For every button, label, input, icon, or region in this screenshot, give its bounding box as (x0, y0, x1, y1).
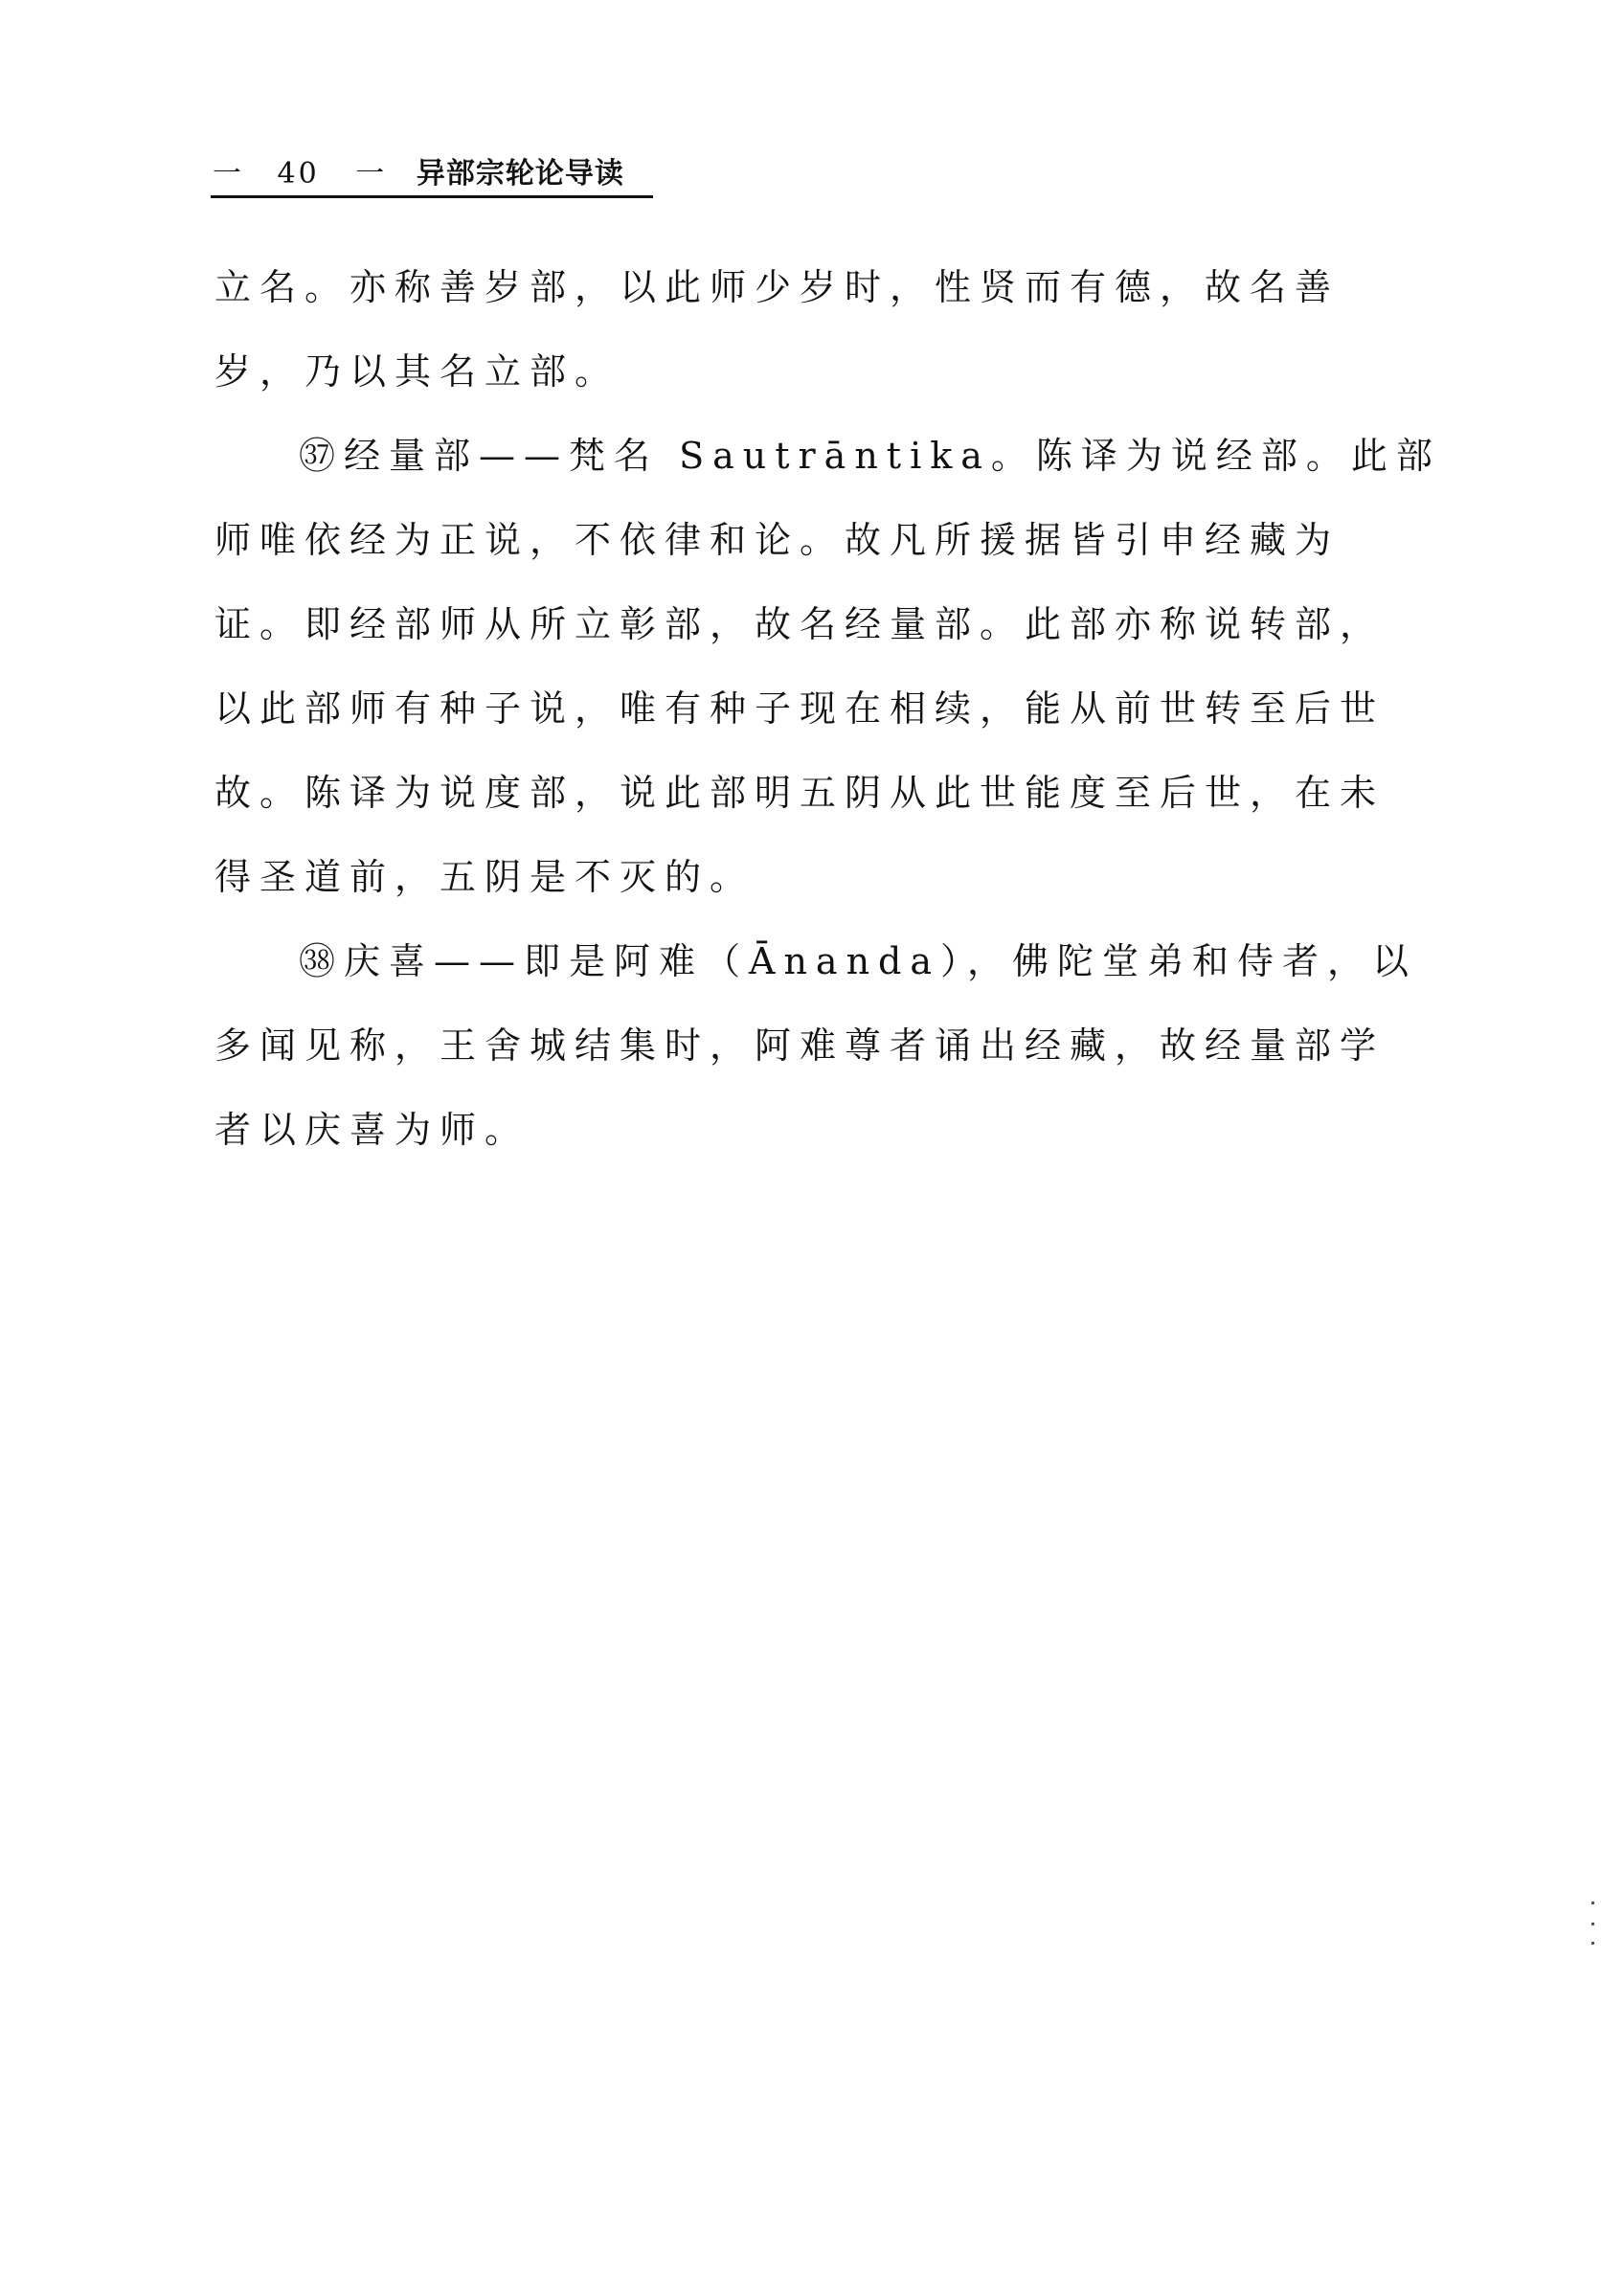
book-title: 异部宗轮论导读 (416, 157, 624, 191)
note-38-ananda (214, 919, 1418, 1172)
text-line: 证。即经部师从所立彰部，故名经量部。此部亦称说转部， (214, 603, 1386, 645)
note-37-sautrantika (214, 414, 1441, 919)
header-dash-right: 一 (355, 157, 385, 191)
text-line: 得圣道前，五阴是不灭的。 (214, 856, 756, 898)
text-line: 以此部师有种子说，唯有种子现在相续，能从前世转至后世 (214, 687, 1386, 730)
header-dash-left: 一 (213, 157, 241, 191)
text-line: 师唯依经为正说，不依律和论。故凡所援据皆引申经藏为 (214, 519, 1341, 561)
page-body (214, 245, 1441, 1172)
text-line: 立名。亦称善岁部，以此师少岁时，性贤而有德，故名善 (214, 266, 1341, 308)
text-line: ㊳庆喜——即是阿难（Ānanda），佛陀堂弟和侍者，以 (299, 940, 1418, 982)
text-line: 多闻见称，王舍城结集时，阿难尊者诵出经藏，故经量部学 (214, 1024, 1386, 1067)
running-header (213, 149, 663, 191)
text-line: 故。陈译为说度部，说此部明五阴从此世能度至后世，在未 (214, 772, 1386, 814)
text-line: 者以庆喜为师。 (214, 1109, 530, 1151)
text-line: ㊲经量部——梵名 Sautrāntika。陈译为说经部。此部 (299, 435, 1441, 477)
page-number: 40 (277, 157, 320, 191)
scan-speck (1591, 1923, 1594, 1925)
scan-speck (1591, 1901, 1594, 1904)
header-rule (211, 195, 653, 198)
scan-speck (1591, 1942, 1594, 1945)
paragraph-continuation (214, 245, 1408, 414)
text-line: 岁，乃以其名立部。 (214, 350, 620, 393)
